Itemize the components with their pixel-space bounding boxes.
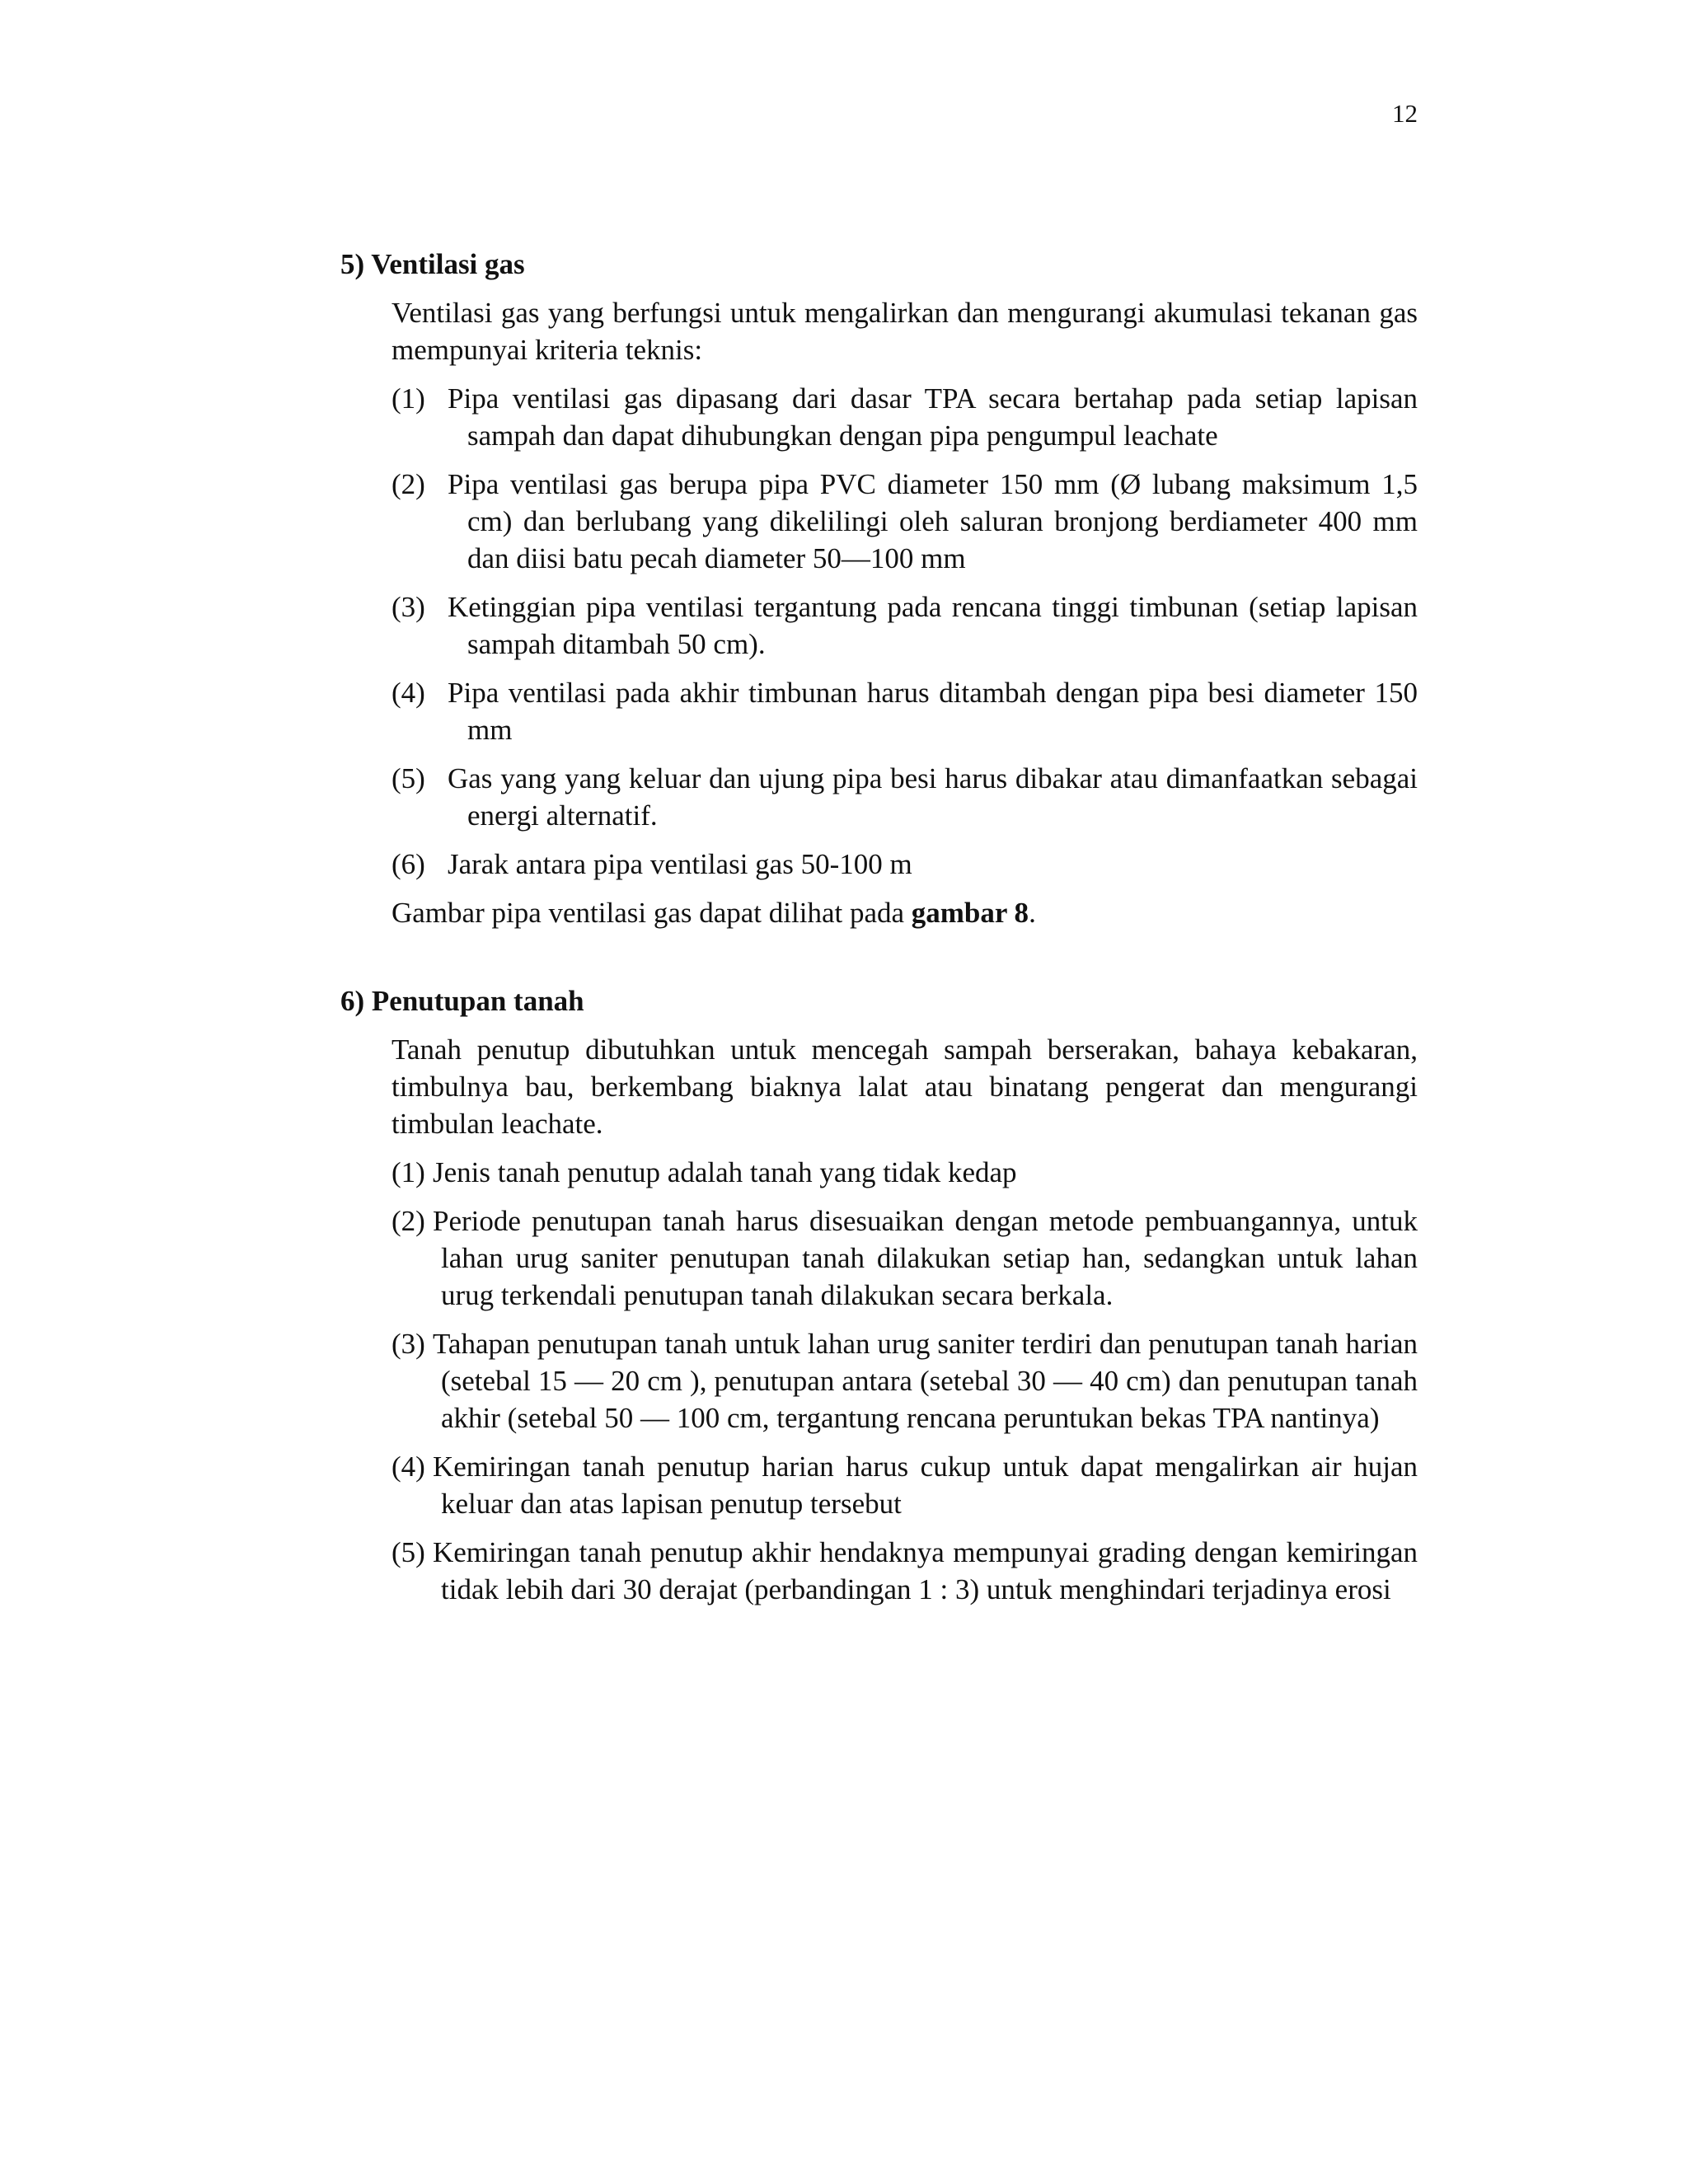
- section-heading: 6) Penutupan tanah: [340, 985, 584, 1017]
- section-penutupan-tanah: [340, 982, 1418, 1608]
- list-item-text: Periode penutupan tanah harus disesuaikan dengan metode pembuangannya, untuk lahan urug saniter penutupan tanah dilakukan setiap han, sedangkan untuk lahan urug terkendali penutupan tanah dilakukan secara berkala.: [433, 1205, 1418, 1311]
- section-heading: 5) Ventilasi gas: [340, 248, 525, 280]
- list-item-text: Kemiringan tanah penutup akhir hendaknya mempunyai grading dengan kemiringan tidak lebih dari 30 derajat (perbandingan 1 : 3) untuk menghindari terjadinya erosi: [433, 1536, 1418, 1605]
- figure-reference: [392, 894, 1418, 931]
- list-item-number: (1): [392, 1156, 425, 1188]
- list-item: [392, 380, 1418, 454]
- list-item-text: Pipa ventilasi pada akhir timbunan harus ditambah dengan pipa besi diameter 150 mm: [448, 677, 1418, 746]
- list-item: [392, 1534, 1418, 1608]
- list-item: [392, 1154, 1418, 1191]
- list-item: [392, 760, 1418, 834]
- section-body: [392, 1031, 1418, 1608]
- list-item-text: Tahapan penutupan tanah untuk lahan urug saniter terdiri dan penutupan tanah harian (setebal 15 — 20 cm ), penutupan antara (setebal 30 — 40 cm) dan penutupan tanah akhir (setebal 50 — 100 cm, tergantung rencana peruntukan bekas TPA nantinya): [433, 1328, 1418, 1434]
- section-intro: Ventilasi gas yang berfungsi untuk mengalirkan dan mengurangi akumulasi tekanan gas mempunyai kriteria teknis:: [392, 297, 1418, 366]
- page-content: [340, 246, 1418, 1608]
- list-item-text: Kemiringan tanah penutup harian harus cukup untuk dapat mengalirkan air hujan keluar dan atas lapisan penutup tersebut: [433, 1451, 1418, 1520]
- list-item-number: (2): [392, 1205, 425, 1237]
- list-item-number: (3): [392, 1328, 425, 1360]
- list-item: [392, 1325, 1418, 1436]
- list-item: [392, 588, 1418, 663]
- list-item-text: Jarak antara pipa ventilasi gas 50-100 m: [448, 848, 912, 880]
- list-item-text: Pipa ventilasi gas dipasang dari dasar TPA secara bertahap pada setiap lapisan sampah dan dapat dihubungkan dengan pipa pengumpul leachate: [448, 382, 1418, 452]
- list-item: [392, 674, 1418, 748]
- list-item-text: Jenis tanah penutup adalah tanah yang tidak kedap: [433, 1156, 1017, 1188]
- list-item: [392, 1448, 1418, 1522]
- section-intro: Tanah penutup dibutuhkan untuk mencegah sampah berserakan, bahaya kebakaran, timbulnya bau, berkembang biaknya lalat atau binatang pengerat dan mengurangi timbulan leachate.: [392, 1033, 1418, 1140]
- list-item-number: (5): [392, 1536, 425, 1568]
- list-item-text: Gas yang yang keluar dan ujung pipa besi harus dibakar atau dimanfaatkan sebagai energi alternatif.: [448, 762, 1418, 832]
- section-spacer: [340, 931, 1418, 982]
- list-item: [392, 846, 1418, 883]
- page-number: 12: [1392, 99, 1418, 128]
- figure-reference-prefix: Gambar pipa ventilasi gas dapat dilihat pada: [392, 897, 912, 929]
- figure-reference-link: gambar 8: [911, 897, 1029, 929]
- list-item-number: (4): [392, 1451, 425, 1483]
- list-item-number: (1): [392, 382, 425, 415]
- list-item: [392, 466, 1418, 577]
- list-item-text: Pipa ventilasi gas berupa pipa PVC diameter 150 mm (Ø lubang maksimum 1,5 cm) dan berlubang yang dikelilingi oleh saluran bronjong berdiameter 400 mm dan diisi batu pecah diameter 50—100 mm: [448, 468, 1418, 574]
- list-item-number: (5): [392, 762, 425, 794]
- figure-reference-suffix: .: [1029, 897, 1036, 929]
- section-body: [392, 294, 1418, 931]
- section-ventilasi-gas: [340, 246, 1418, 931]
- list-item-number: (2): [392, 468, 425, 500]
- list-item-text: Ketinggian pipa ventilasi tergantung pada rencana tinggi timbunan (setiap lapisan sampah ditambah 50 cm).: [448, 591, 1418, 660]
- list-item-number: (3): [392, 591, 425, 623]
- list-item-number: (6): [392, 848, 425, 880]
- list-item: [392, 1202, 1418, 1314]
- list-item-number: (4): [392, 677, 425, 709]
